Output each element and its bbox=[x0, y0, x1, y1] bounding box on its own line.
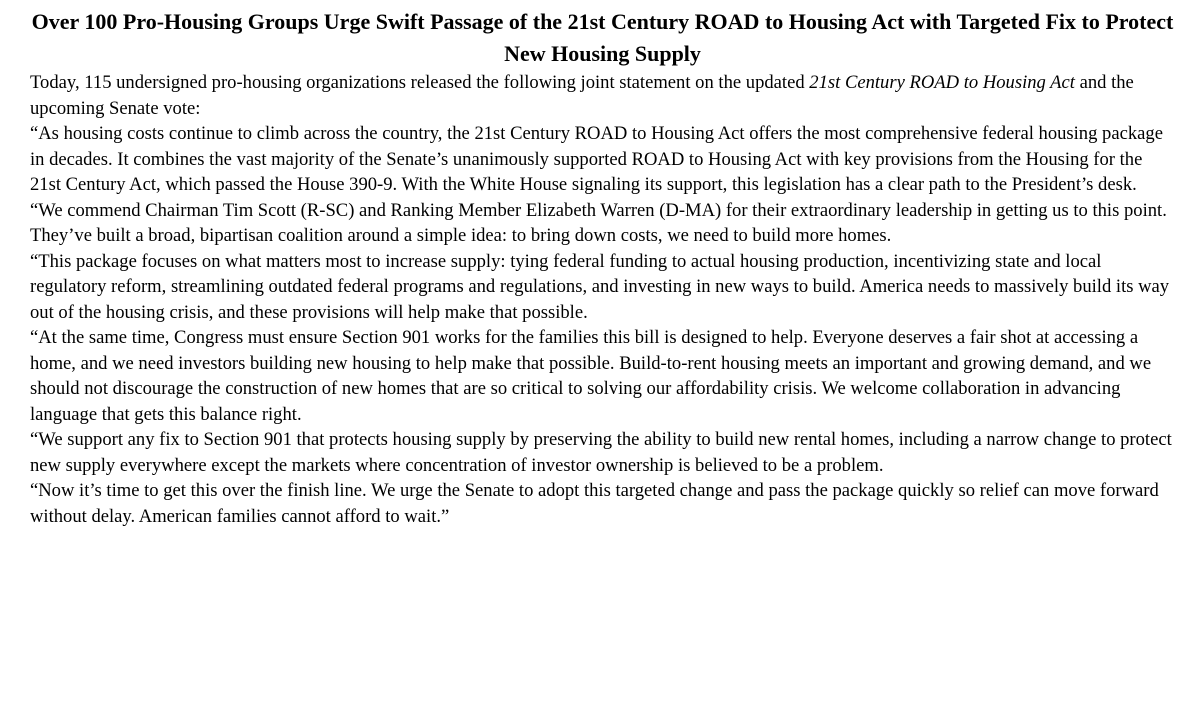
statement-paragraph-2: “We commend Chairman Tim Scott (R-SC) and Ranking Member Elizabeth Warren (D-MA) for their extraordinary leadership in getting us to this point. They’ve built a broad, bipartisan coalition around a simple idea: to bring down costs, we need to build more homes. bbox=[30, 199, 1167, 246]
intro-text-start: Today, 115 undersigned pro-housing organizations released the following joint statement on the updated bbox=[30, 72, 810, 93]
act-name: 21st Century ROAD to Housing Act bbox=[809, 72, 1075, 93]
statement-paragraph-4: “At the same time, Congress must ensure Section 901 works for the families this bill is designed to help. Everyone deserves a fair shot at accessing a home, and we need investors building new housing to help make that possible. Build-to-rent housing meets an important and growing demand, and we should not discourage the construction of new homes that are so critical to solving our affordability crisis. We welcome collaboration in advancing language that gets this balance right. bbox=[30, 327, 1152, 425]
intro-paragraph bbox=[30, 70, 1175, 121]
intro-text-end: and the upcoming Senate vote: bbox=[30, 72, 1134, 119]
statement-paragraph-5: “We support any fix to Section 901 that protects housing supply by preserving the ability to build new rental homes, including a narrow change to protect new supply everywhere except the markets where concentration of investor ownership is believed to be a problem. bbox=[30, 429, 1172, 476]
statement-paragraph-6: “Now it’s time to get this over the finish line. We urge the Senate to adopt this targeted change and pass the package quickly so relief can move forward without delay. American families cannot afford to wait.” bbox=[30, 480, 1159, 527]
statement-paragraph-1: “As housing costs continue to climb across the country, the 21st Century ROAD to Housing Act offers the most comprehensive federal housing package in decades. It combines the vast majority of the Senate’s unanimously supported ROAD to Housing Act with key provisions from the Housing for the 21st Century Act, which passed the House 390-9. With the White House signaling its support, this legislation has a clear path to the President’s desk. bbox=[30, 123, 1163, 195]
press-statement bbox=[30, 0, 1175, 529]
page-title: Over 100 Pro-Housing Groups Urge Swift Passage of the 21st Century ROAD to Housing Act with Targeted Fix to Protect New Housing Supply bbox=[31, 9, 1174, 66]
statement-paragraph-3: “This package focuses on what matters most to increase supply: tying federal funding to actual housing production, incentivizing state and local regulatory reform, streamlining outdated federal programs and regulations, and investing in new ways to build. America needs to massively build its way out of the housing crisis, and these provisions will help make that possible. bbox=[30, 250, 1170, 323]
